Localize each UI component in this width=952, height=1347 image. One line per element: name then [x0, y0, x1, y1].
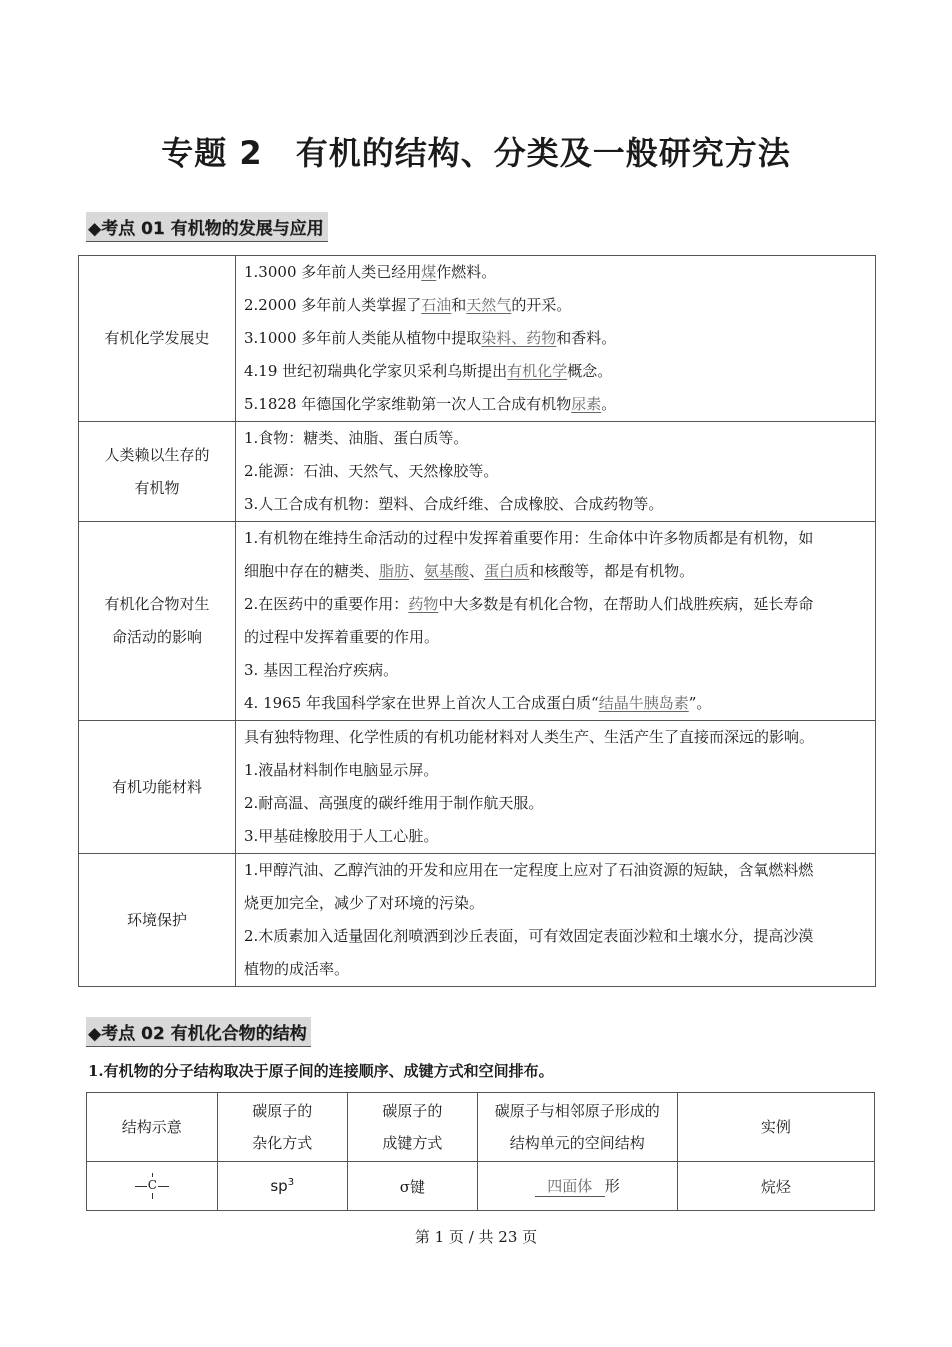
content-line: 的过程中发挥着重要的作用。	[244, 628, 440, 646]
underlined-answer: 蛋白质	[484, 562, 530, 580]
underlined-answer: 石油	[421, 296, 452, 314]
header-cell: 实例	[677, 1093, 874, 1162]
hybrid-sup: 3	[287, 1177, 295, 1188]
content-line: 3.1000 多年前人类能从植物中提取染料、药物和香料。	[244, 329, 617, 347]
content-line: 2.2000 多年前人类掌握了石油和天然气的开采。	[244, 296, 572, 314]
content-line: 3.甲基硅橡胶用于人工心脏。	[244, 827, 439, 845]
table-row	[79, 721, 876, 854]
header-cell: 碳原子的 杂化方式	[217, 1093, 347, 1162]
content-line: 4.19 世纪初瑞典化学家贝采利乌斯提出有机化学概念。	[244, 362, 613, 380]
content-line: 1.有机物在维持生命活动的过程中发挥着重要作用：生命体中许多物质都是有机物，如	[244, 529, 814, 547]
underlined-answer: 尿素	[571, 395, 602, 413]
section-heading-1: ◆考点 01 有机物的发展与应用	[86, 212, 328, 242]
row-content	[236, 854, 876, 987]
carbon-structure-icon	[135, 1171, 169, 1201]
row-content	[236, 422, 876, 522]
underlined-answer: 有机化学	[507, 362, 568, 380]
content-line: 2.木质素加入适量固化剂喷洒到沙丘表面，可有效固定表面沙粒和土壤水分，提高沙漠	[244, 927, 814, 945]
structure-diagram-cell	[87, 1162, 218, 1211]
row-category: 有机功能材料	[79, 721, 236, 854]
structure-table-row	[87, 1162, 875, 1211]
content-line: 3.人工合成有机物：塑料、合成纤维、合成橡胶、合成药物等。	[244, 495, 664, 513]
page-title: 专题 2 有机的结构、分类及一般研究方法	[161, 134, 791, 172]
content-line: 植物的成活率。	[244, 960, 350, 978]
row-content	[236, 721, 876, 854]
carbon-atom-label: C	[147, 1178, 157, 1192]
underlined-answer: 药物	[408, 595, 439, 613]
table-row	[79, 422, 876, 522]
header-cell: 碳原子与相邻原子形成的 结构单元的空间结构	[477, 1093, 677, 1162]
content-line: 1.甲醇汽油、乙醇汽油的开发和应用在一定程度上应对了石油资源的短缺，含氧燃料燃	[244, 861, 814, 879]
table-row	[79, 522, 876, 721]
row-content	[236, 522, 876, 721]
row-category: 环境保护	[79, 854, 236, 987]
header-cell: 结构示意	[87, 1093, 218, 1162]
content-line: 2.在医药中的重要作用：药物中大多数是有机化合物，在帮助人们战胜疾病，延长寿命	[244, 595, 814, 613]
structure-table-header	[87, 1093, 875, 1162]
structure-table	[86, 1092, 875, 1211]
underlined-answer: 天然气	[466, 296, 512, 314]
content-line: 1.3000 多年前人类已经用煤作燃料。	[244, 263, 497, 281]
underlined-answer: 结晶牛胰岛素	[598, 694, 689, 712]
header-cell: 碳原子的 成键方式	[347, 1093, 477, 1162]
underlined-answer: 煤	[421, 263, 437, 281]
row-category: 有机化学发展史	[79, 256, 236, 422]
development-table	[78, 255, 876, 987]
content-line: 具有独特物理、化学性质的有机功能材料对人类生产、生活产生了直接而深远的影响。	[244, 728, 815, 746]
content-line: 1.液晶材料制作电脑显示屏。	[244, 761, 439, 779]
bond-cell: σ键	[347, 1162, 477, 1211]
page-footer: 第 1 页 / 共 23 页	[414, 1228, 538, 1246]
shape-suffix: 形	[604, 1177, 620, 1195]
underlined-answer: 脂肪	[379, 562, 410, 580]
row-category: 人类赖以生存的 有机物	[79, 422, 236, 522]
table-row	[79, 854, 876, 987]
table-row	[79, 256, 876, 422]
row-content	[236, 256, 876, 422]
underlined-answer: 染料、药物	[481, 329, 557, 347]
content-line: 1.食物：糖类、油脂、蛋白质等。	[244, 429, 469, 447]
row-category: 有机化合物对生 命活动的影响	[79, 522, 236, 721]
content-line: 3. 基因工程治疗疾病。	[244, 661, 399, 679]
content-line: 4. 1965 年我国科学家在世界上首次人工合成蛋白质“结晶牛胰岛素”。	[244, 694, 712, 712]
content-line: 5.1828 年德国化学家维勒第一次人工合成有机物尿素。	[244, 395, 617, 413]
shape-cell	[477, 1162, 677, 1211]
hybrid-cell	[217, 1162, 347, 1211]
content-line: 2.耐高温、高强度的碳纤维用于制作航天服。	[244, 794, 544, 812]
underlined-answer: 氨基酸	[424, 562, 470, 580]
content-line: 烧更加完全，减少了对环境的污染。	[244, 894, 485, 912]
content-line: 2.能源：石油、天然气、天然橡胶等。	[244, 462, 499, 480]
structure-paragraph: 1.有机物的分子结构取决于原子间的连接顺序、成键方式和空间排布。	[88, 1062, 554, 1080]
content-line: 细胞中存在的糖类、脂肪、氨基酸、蛋白质和核酸等，都是有机物。	[244, 562, 695, 580]
hybrid-base: sp	[270, 1177, 288, 1195]
example-cell: 烷烃	[677, 1162, 874, 1211]
section-heading-2: ◆考点 02 有机化合物的结构	[86, 1017, 311, 1047]
shape-fill: 四面体	[535, 1175, 605, 1197]
